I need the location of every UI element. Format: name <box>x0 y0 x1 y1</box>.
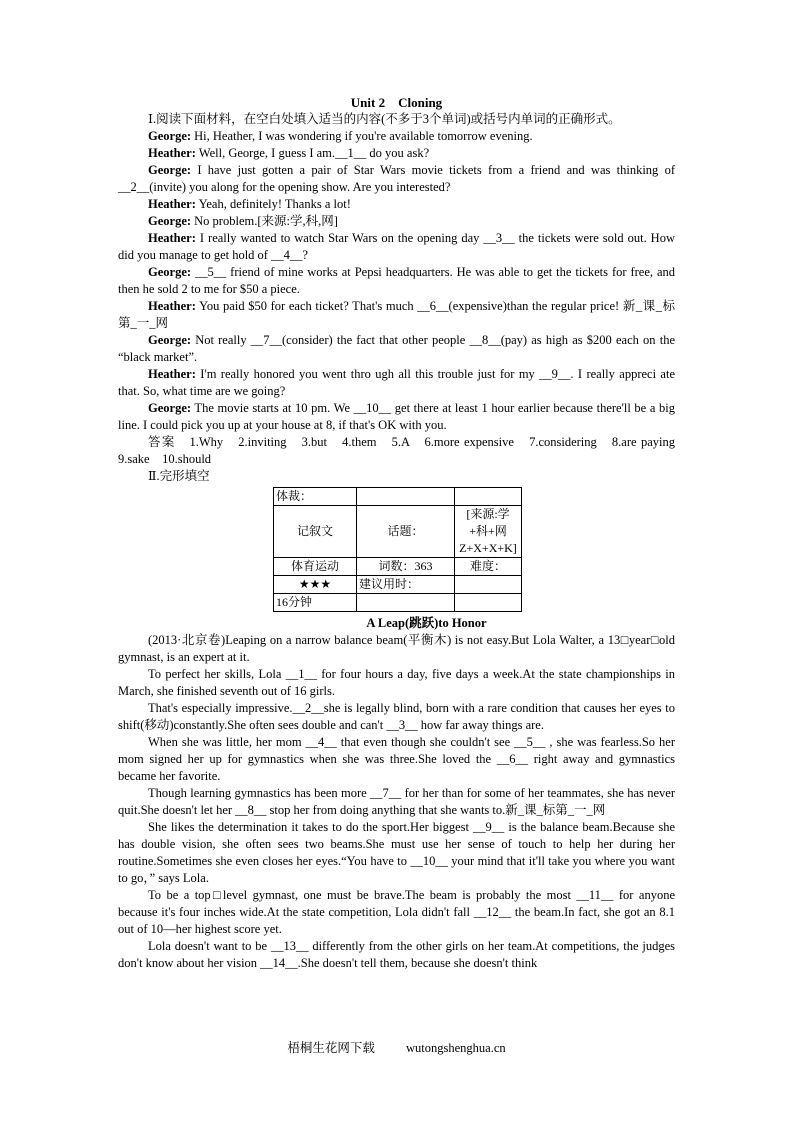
speaker: George: <box>148 163 192 177</box>
speaker: Heather: <box>148 197 196 211</box>
footer-site-url[interactable]: wutongshenghua.cn <box>406 1041 506 1055</box>
answer-key <box>118 434 688 468</box>
line-text: Hi, Heather, I was wondering if you're available tomorrow evening. <box>191 129 533 143</box>
dialogue-line <box>118 298 675 332</box>
dialogue-line <box>118 213 675 230</box>
paragraph: To perfect her skills, Lola __1__ for four hours a day, five days a week.At the state championships in March, she finished seventh out of 16 girls. <box>118 667 675 698</box>
topic-label: 话题： <box>357 506 455 558</box>
article-title: A Leap(跳跃)to Honor <box>366 616 487 630</box>
paragraph: When she was little, her mom __4__ that even though she couldn't see __5__ , she was fearless.So her mom signed her up for gymnastics when she was three.She loved the __6__ right away and gymnastics became her favorite. <box>118 735 675 783</box>
line-text: The movie starts at 10 pm. We __10__ get there at least 1 hour earlier because there'll be a big line. I could pick you up at your house at 8, if that's OK with you. <box>118 401 675 432</box>
document-page <box>118 94 688 972</box>
footer-site-name: 梧桐生花网下载 <box>287 1041 375 1055</box>
genre-value: 记叙文 <box>274 506 357 558</box>
line-text: No problem.[来源:学,科,网] <box>191 214 338 228</box>
paragraph: To be a top□level gymnast, one must be brave.The beam is probably the most __11__ for anyone because it's four inches wide.At the state competition, Lola didn't fall __12__ the beam.In fact, she got an 8.1 out of 10—her highest score yet. <box>118 888 675 936</box>
paragraph: Lola doesn't want to be __13__ differently from the other girls on her team.At competitions, the judges don't know about her vision __14__.She doesn't tell them, because she doesn't think <box>118 939 675 970</box>
word-count: 词数：363 <box>357 558 455 576</box>
dialogue <box>118 128 688 468</box>
line-text: I'm really honored you went thro ugh all this trouble just for my __9__. I really appreci ate that. So, what time are we going? <box>118 367 675 398</box>
difficulty-label: 难度： <box>455 558 522 576</box>
paragraph: (2013·北京卷)Leaping on a narrow balance beam(平衡木) is not easy.But Lola Walter, a 13□year□old gymnast, is an expert at it. <box>118 633 675 664</box>
dialogue-line <box>118 366 675 400</box>
line-text: You paid $50 for each ticket? That's much __6__(expensive)than the regular price! 新_课_标第_一_网 <box>118 299 675 330</box>
speaker: George: <box>148 401 192 415</box>
page-title: Unit 2 Cloning <box>350 95 443 110</box>
paragraph: She likes the determination it takes to do the sport.Her biggest __9__ is the balance beam.Because she has double vision, she often sees two beams.She must use her sense of touch to help her during her routine.Sometimes she even closes her eyes.“You have to __10__ your mind that it'll take you where you want to go，” says Lola. <box>118 820 675 885</box>
paragraph: That's especially impressive.__2__she is legally blind, born with a rare condition that causes her eyes to shift(移动)constantly.She often sees double and can't __3__ how far away things are. <box>118 701 675 732</box>
speaker: Heather: <box>148 299 196 313</box>
answer-text: 1.Why 2.inviting 3.but 4.them 5.A 6.more expensive 7.considering 8.are paying 9.sake 10.should <box>118 435 688 466</box>
line-text: __5__ friend of mine works at Pepsi headquarters. He was able to get the tickets for free, and then he sold 2 to me for $50 a piece. <box>118 265 675 296</box>
line-text: I really wanted to watch Star Wars on the opening day __3__ the tickets were sold out. How did you manage to get hold of __4__? <box>118 231 675 262</box>
speaker: Heather: <box>148 231 196 245</box>
dialogue-line <box>118 230 675 264</box>
dialogue-line <box>118 264 675 298</box>
line-text: I have just gotten a pair of Star Wars movie tickets from a friend and was thinking of __2__(invite) you along for the opening show. Are you interested? <box>118 163 675 194</box>
section2-heading: Ⅱ.完形填空 <box>148 469 210 483</box>
time-value: 16分钟 <box>274 594 357 612</box>
line-text: Yeah, definitely! Thanks a lot! <box>195 197 351 211</box>
passage-info-table <box>273 487 522 612</box>
paragraph: Though learning gymnastics has been more __7__ for her than for some of her teammates, she has never quit.She doesn't let her __8__ stop her from doing anything that she wants to.新_课_标第_一_网 <box>118 786 675 817</box>
dialogue-line <box>118 196 675 213</box>
genre-label: 体裁： <box>274 488 357 506</box>
speaker: George: <box>148 333 192 347</box>
dialogue-line <box>118 400 675 434</box>
line-text: Well, George, I guess I am.__1__ do you ask? <box>195 146 430 160</box>
speaker: George: <box>148 265 192 279</box>
dialogue-line <box>118 332 675 366</box>
dialogue-line <box>118 162 675 196</box>
article-body <box>118 632 675 972</box>
speaker: Heather: <box>148 146 196 160</box>
dialogue-line <box>118 128 675 145</box>
answer-label: 答案 <box>148 435 176 449</box>
speaker: Heather: <box>148 367 196 381</box>
section1-instruction: Ⅰ.阅读下面材料，在空白处填入适当的内容(不多于3个单词)或括号内单词的正确形式。 <box>148 112 621 126</box>
topic-value: 体育运动 <box>274 558 357 576</box>
dialogue-line <box>118 145 675 162</box>
difficulty-stars: ★★★ <box>274 576 357 594</box>
speaker: George: <box>148 214 192 228</box>
page-footer <box>0 1040 793 1057</box>
speaker: George: <box>148 129 192 143</box>
source-note: [来源:学+科+网Z+X+X+K] <box>455 506 522 558</box>
line-text: Not really __7__(consider) the fact that other people __8__(pay) as high as $200 each on the “black market”. <box>118 333 675 364</box>
time-label: 建议用时： <box>357 576 455 594</box>
